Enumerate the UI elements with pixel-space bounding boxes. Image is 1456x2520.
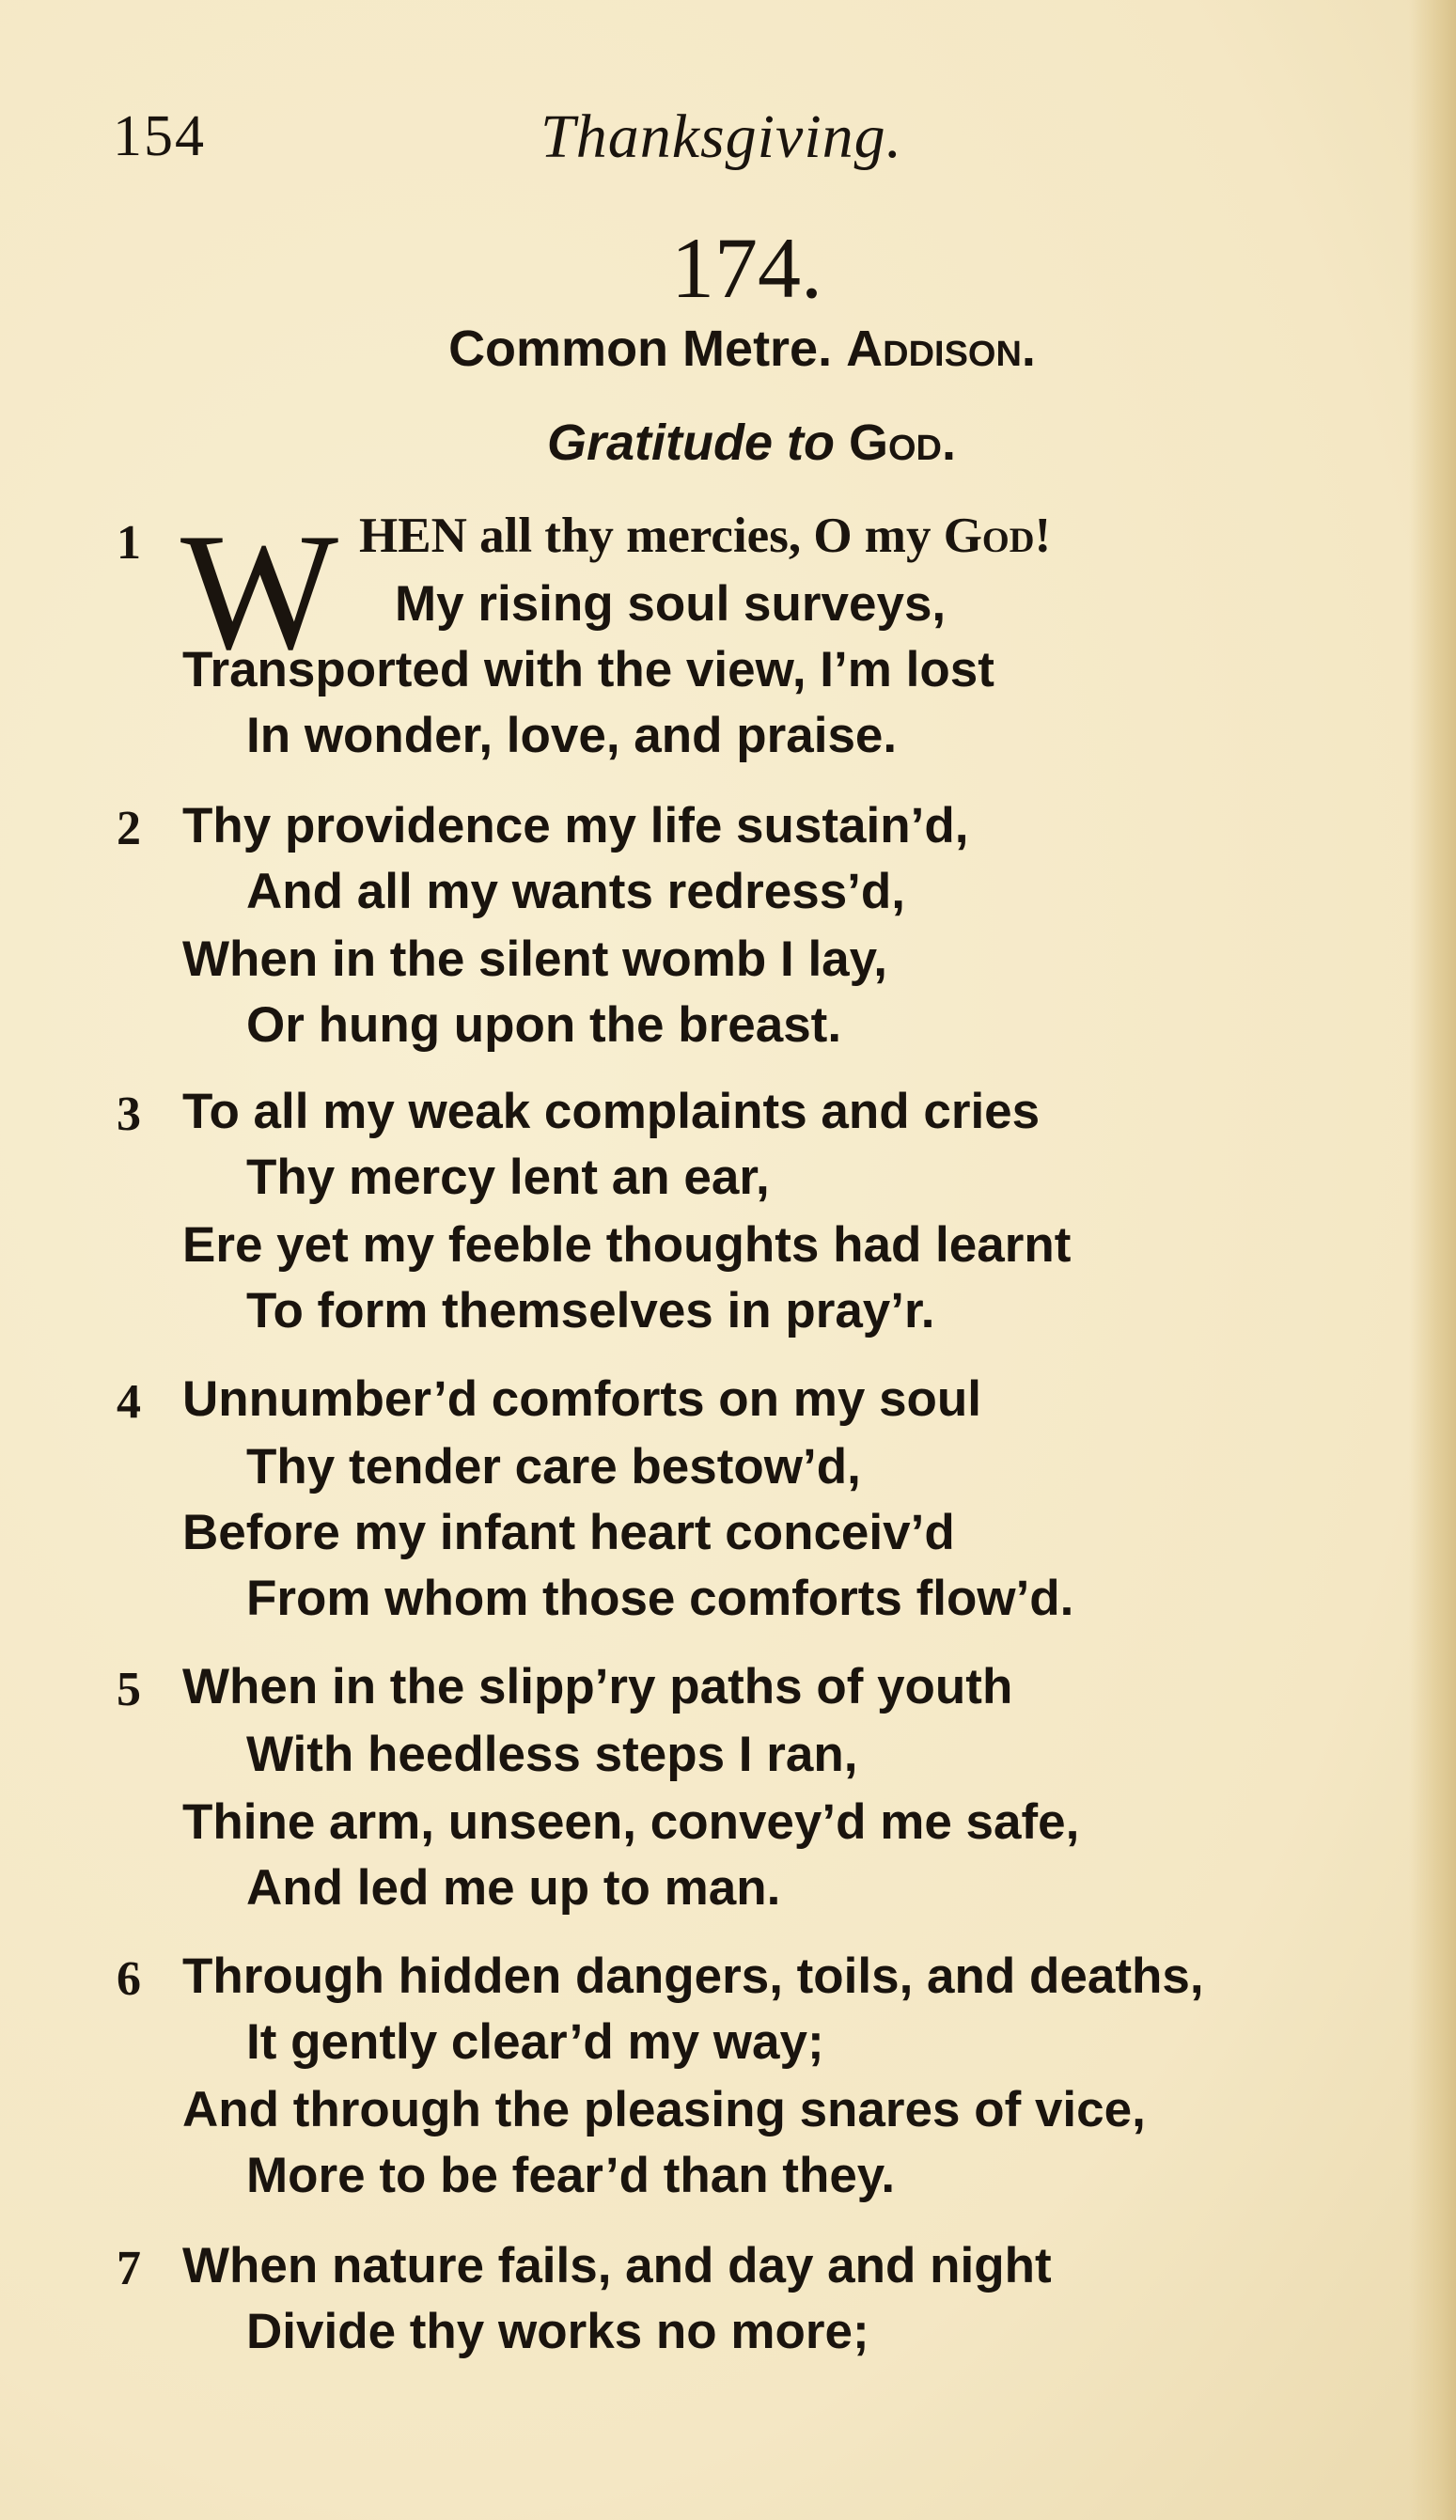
verse-line: Unnumber’d comforts on my soul [182, 1371, 982, 1427]
verse-line: And all my wants redress’d, [246, 864, 906, 919]
page-edge-shadow [1409, 0, 1456, 2520]
verse-number: 6 [117, 1952, 141, 2006]
verse-line: And led me up to man. [246, 1860, 781, 1916]
verse-line: In wonder, love, and praise. [246, 708, 898, 763]
drop-cap: W [180, 498, 339, 684]
verse-number: 4 [117, 1375, 141, 1429]
verse-number: 2 [117, 802, 141, 855]
hymn-subject [0, 414, 1456, 472]
verse-number: 3 [117, 1088, 141, 1141]
verse-line: My rising soul surveys, [395, 576, 947, 632]
verse-line: Before my infant heart conceiv’d [182, 1505, 955, 1560]
verse-line: Divide thy works no more; [246, 2304, 869, 2359]
page-number: 154 [113, 104, 206, 168]
verse-line: Through hidden dangers, toils, and deaths, [182, 1949, 1204, 2004]
verse-line: When in the silent womb I lay, [182, 931, 887, 987]
verse-line: When in the slipp’ry paths of youth [182, 1659, 1013, 1714]
verse-line: With heedless steps I ran, [246, 1727, 858, 1782]
verse-line: From whom those comforts flow’d. [246, 1571, 1074, 1626]
verse-line: It gently clear’d my way; [246, 2014, 824, 2070]
verse-line [359, 508, 1051, 564]
running-title: Thanksgiving. [540, 102, 903, 171]
verse-line: Or hung upon the breast. [246, 997, 842, 1053]
verse-line: Ere yet my feeble thoughts had learnt [182, 1217, 1072, 1273]
hymn-number: 174. [671, 220, 822, 316]
subject-name: God. [849, 415, 957, 471]
verse-line: Thy mercy lent an ear, [246, 1150, 770, 1205]
verse-line: To all my weak complaints and cries [182, 1084, 1041, 1139]
author: Addison. [846, 321, 1036, 377]
verse-line: To form themselves in pray’r. [246, 1283, 935, 1338]
first-line-end: ! [1034, 509, 1052, 563]
verse-line: Thy providence my life sustain’d, [182, 798, 969, 853]
verse-line: Transported with the view, I’m lost [182, 642, 994, 697]
verse-line: And through the pleasing snares of vice, [182, 2082, 1146, 2137]
verse-number: 1 [117, 516, 141, 570]
verse-line: When nature fails, and day and night [182, 2238, 1052, 2293]
verse-number: 5 [117, 1663, 141, 1716]
first-line-text: HEN all thy mercies, O my [359, 509, 944, 563]
first-line-god: God [943, 509, 1035, 563]
verse-line: Thine arm, unseen, convey’d me safe, [182, 1794, 1080, 1850]
hymn-metre-line [0, 320, 1456, 378]
verse-line: More to be fear’d than they. [246, 2148, 896, 2203]
verse-line: Thy tender care bestow’d, [246, 1439, 861, 1495]
subject-italic: Gratitude to [546, 415, 835, 471]
metre: Common Metre. [448, 321, 833, 377]
verse-number: 7 [117, 2242, 141, 2295]
